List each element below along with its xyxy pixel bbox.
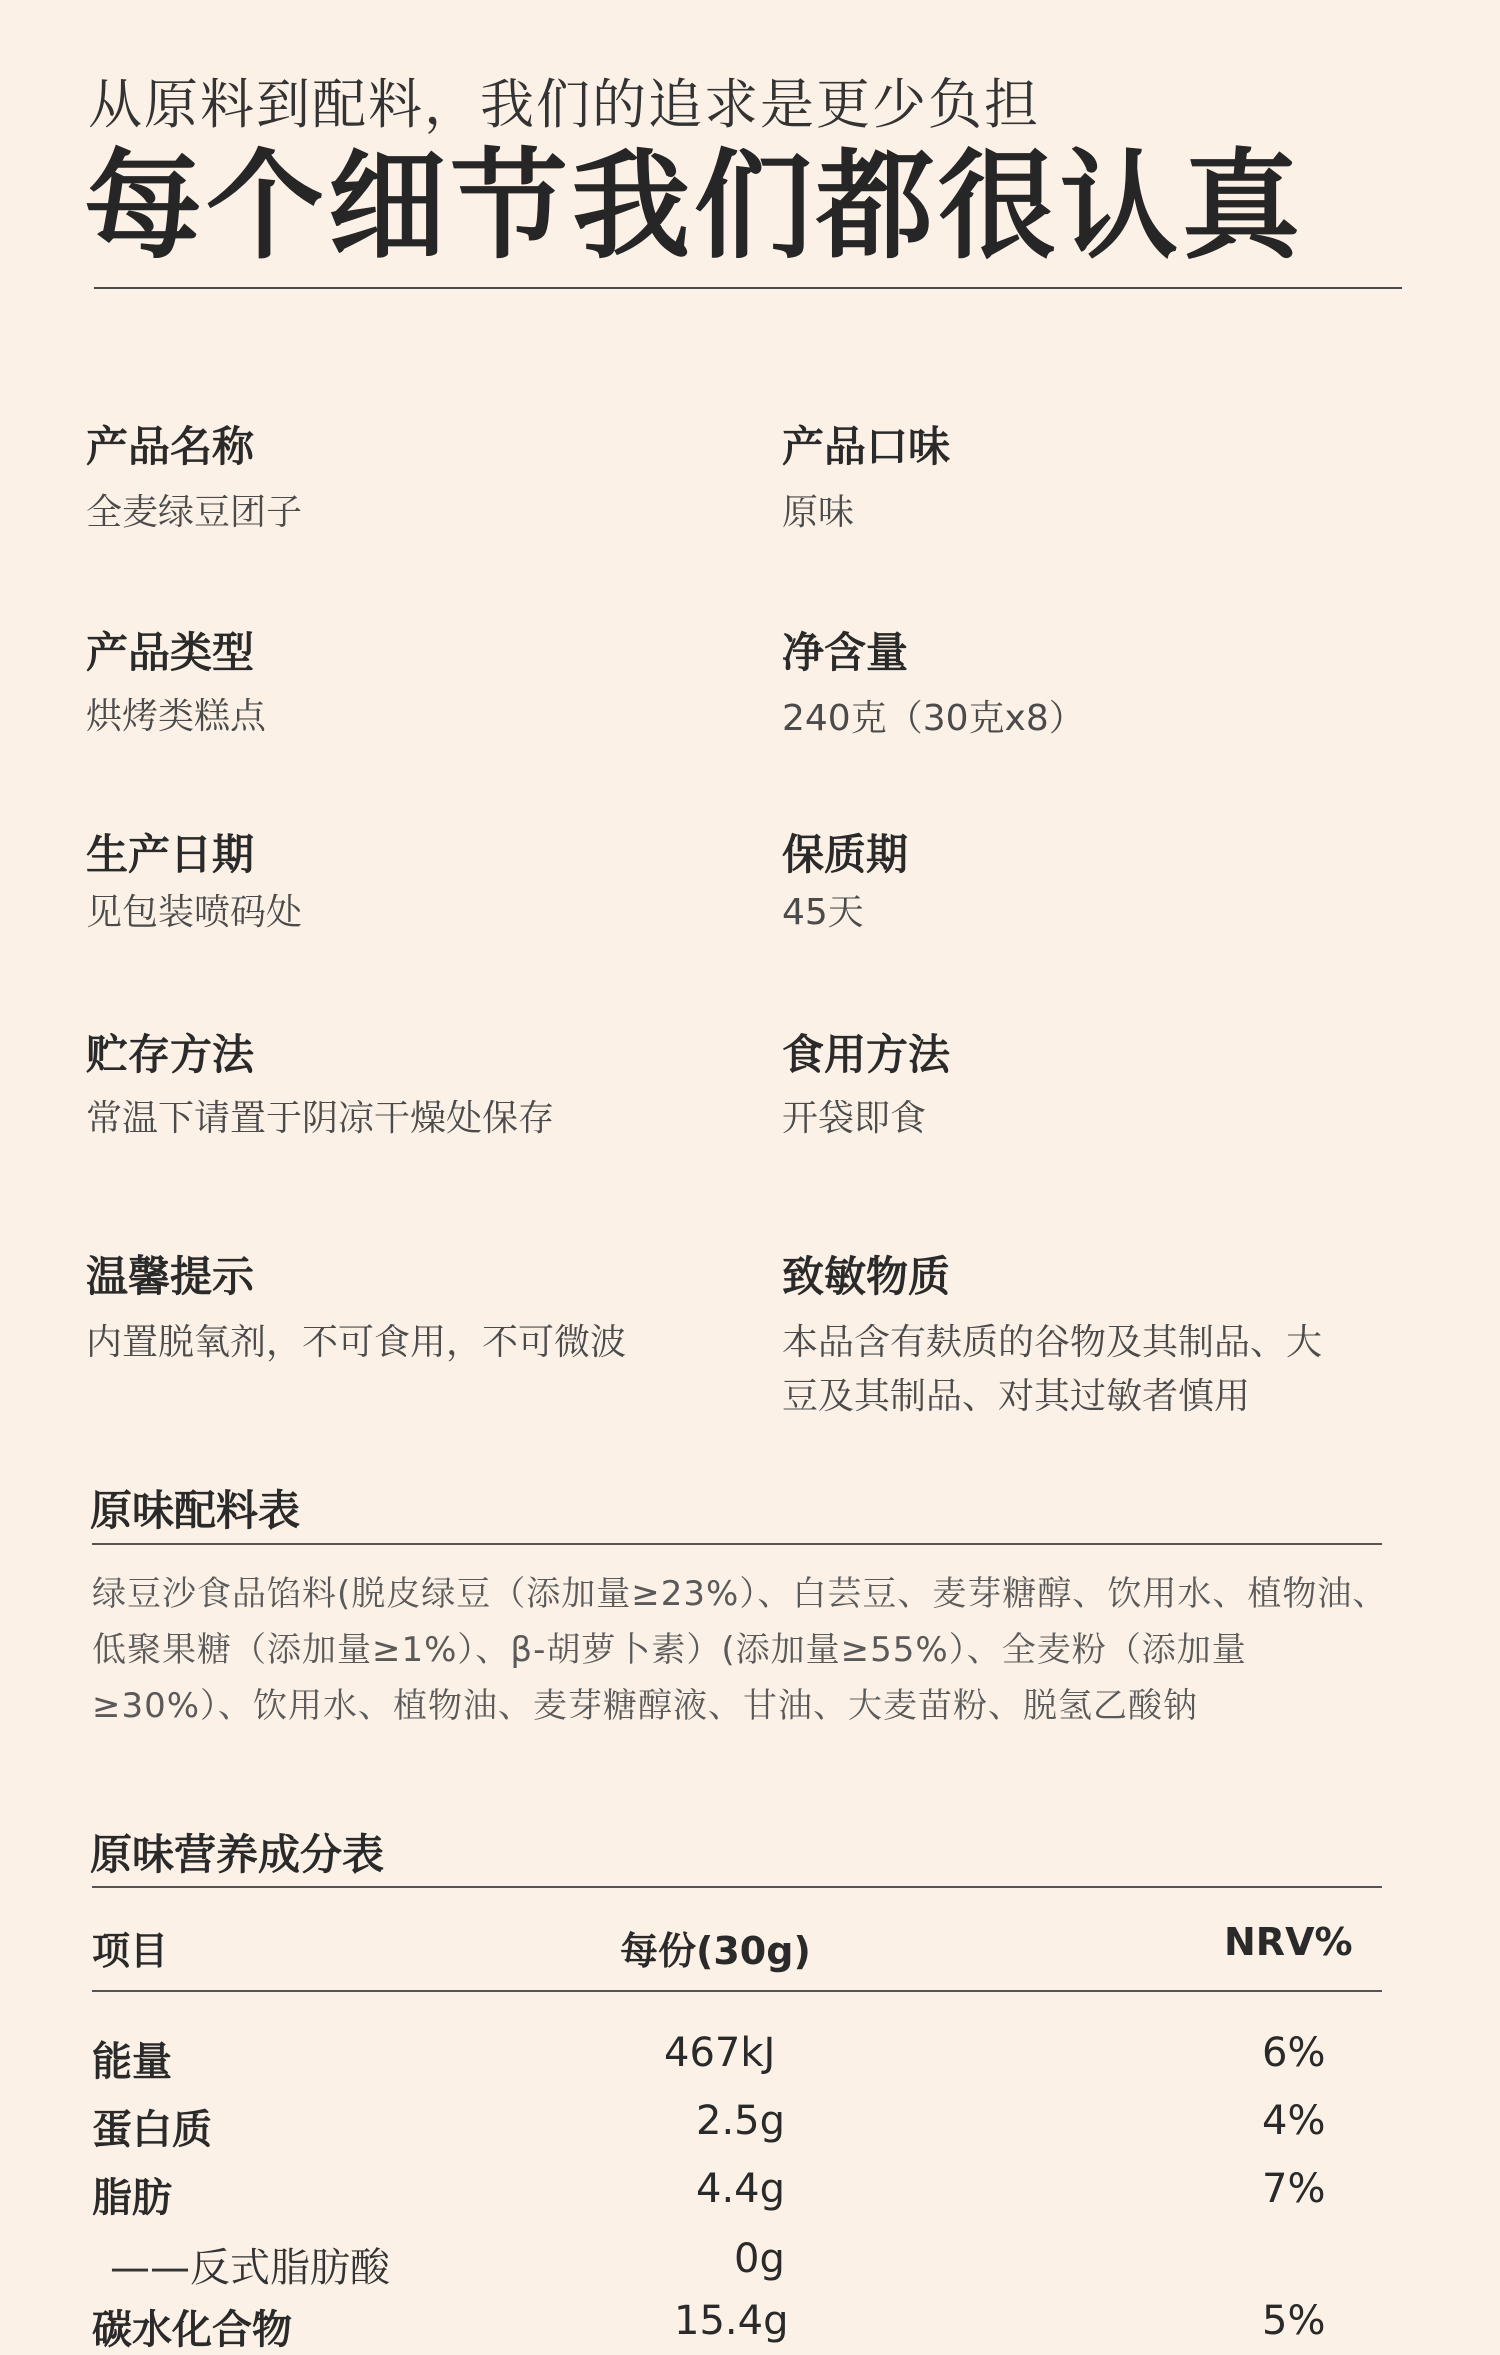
info-label-type: 产品类型 [86, 628, 255, 677]
ingredients-text: 绿豆沙食品馅料(脱皮绿豆（添加量≥23%）、白芸豆、麦芽糖醇、饮用水、植物油、低聚果糖（添加量≥1%）、β-胡萝卜素）(添加量≥55%）、全麦粉（添加量≥30%）、饮用水、植物油、麦芽糖醇液、甘油、大麦苗粉、脱氢乙酸钠 [92, 1574, 1388, 1726]
nutrition-title: 原味营养成分表 [90, 1830, 385, 1879]
info-value-tips: 内置脱氧剂，不可食用，不可微波 [86, 1322, 627, 1363]
nutrition-per-serving: 2.5g [696, 2098, 786, 2144]
nutrition-per-serving: 15.4g [674, 2298, 789, 2344]
info-label-storage: 贮存方法 [86, 1030, 255, 1079]
info-value-storage: 常温下请置于阴凉干燥处保存 [86, 1098, 555, 1139]
table-row: 能量 [92, 2039, 172, 2085]
ingredients-title: 原味配料表 [90, 1486, 301, 1535]
nutrition-nrv: 7% [1262, 2166, 1326, 2212]
nutrition-header-item: 项目 [92, 1929, 169, 1973]
info-value-net-weight: 240克（30克x8） [782, 698, 1085, 739]
info-value-product-name: 全麦绿豆团子 [86, 492, 303, 533]
info-label-production-date: 生产日期 [86, 830, 255, 879]
table-row: 碳水化合物 [92, 2307, 292, 2353]
table-row: 脂肪 [92, 2175, 172, 2221]
info-value-usage: 开袋即食 [782, 1098, 927, 1139]
nutrition-nrv: 4% [1262, 2098, 1326, 2144]
info-value-allergens: 本品含有麸质的谷物及其制品、大豆及其制品、对其过敏者慎用 [782, 1322, 1323, 1417]
nutrition-per-serving: 0g [734, 2236, 785, 2282]
nutrition-nrv: 5% [1262, 2298, 1326, 2344]
info-value-flavor: 原味 [782, 492, 855, 533]
info-label-allergens: 致敏物质 [782, 1252, 951, 1301]
nutrition-divider-top [92, 1886, 1382, 1888]
nutrition-header-per-serving: 每份(30g) [620, 1929, 811, 1973]
info-label-product-name: 产品名称 [86, 422, 255, 471]
info-label-shelf-life: 保质期 [782, 830, 909, 879]
nutrition-nrv: 6% [1262, 2030, 1326, 2076]
info-label-tips: 温馨提示 [86, 1252, 255, 1301]
nutrition-divider-header [92, 1990, 1382, 1992]
info-value-shelf-life: 45天 [782, 892, 864, 933]
page-title: 每个细节我们都很认真 [84, 137, 1305, 275]
info-value-type: 烘烤类糕点 [86, 696, 267, 737]
title-divider [94, 287, 1402, 289]
info-label-net-weight: 净含量 [782, 628, 909, 677]
info-label-usage: 食用方法 [782, 1030, 951, 1079]
nutrition-header-nrv: NRV% [1224, 1920, 1353, 1964]
page-subtitle: 从原料到配料，我们的追求是更少负担 [88, 73, 1040, 136]
table-row: ——反式脂肪酸 [110, 2245, 390, 2291]
nutrition-per-serving: 4.4g [696, 2166, 786, 2212]
info-value-production-date: 见包装喷码处 [86, 892, 303, 933]
info-label-flavor: 产品口味 [782, 422, 951, 471]
ingredients-divider [92, 1543, 1382, 1545]
nutrition-per-serving: 467kJ [664, 2030, 776, 2076]
table-row: 蛋白质 [92, 2107, 212, 2153]
